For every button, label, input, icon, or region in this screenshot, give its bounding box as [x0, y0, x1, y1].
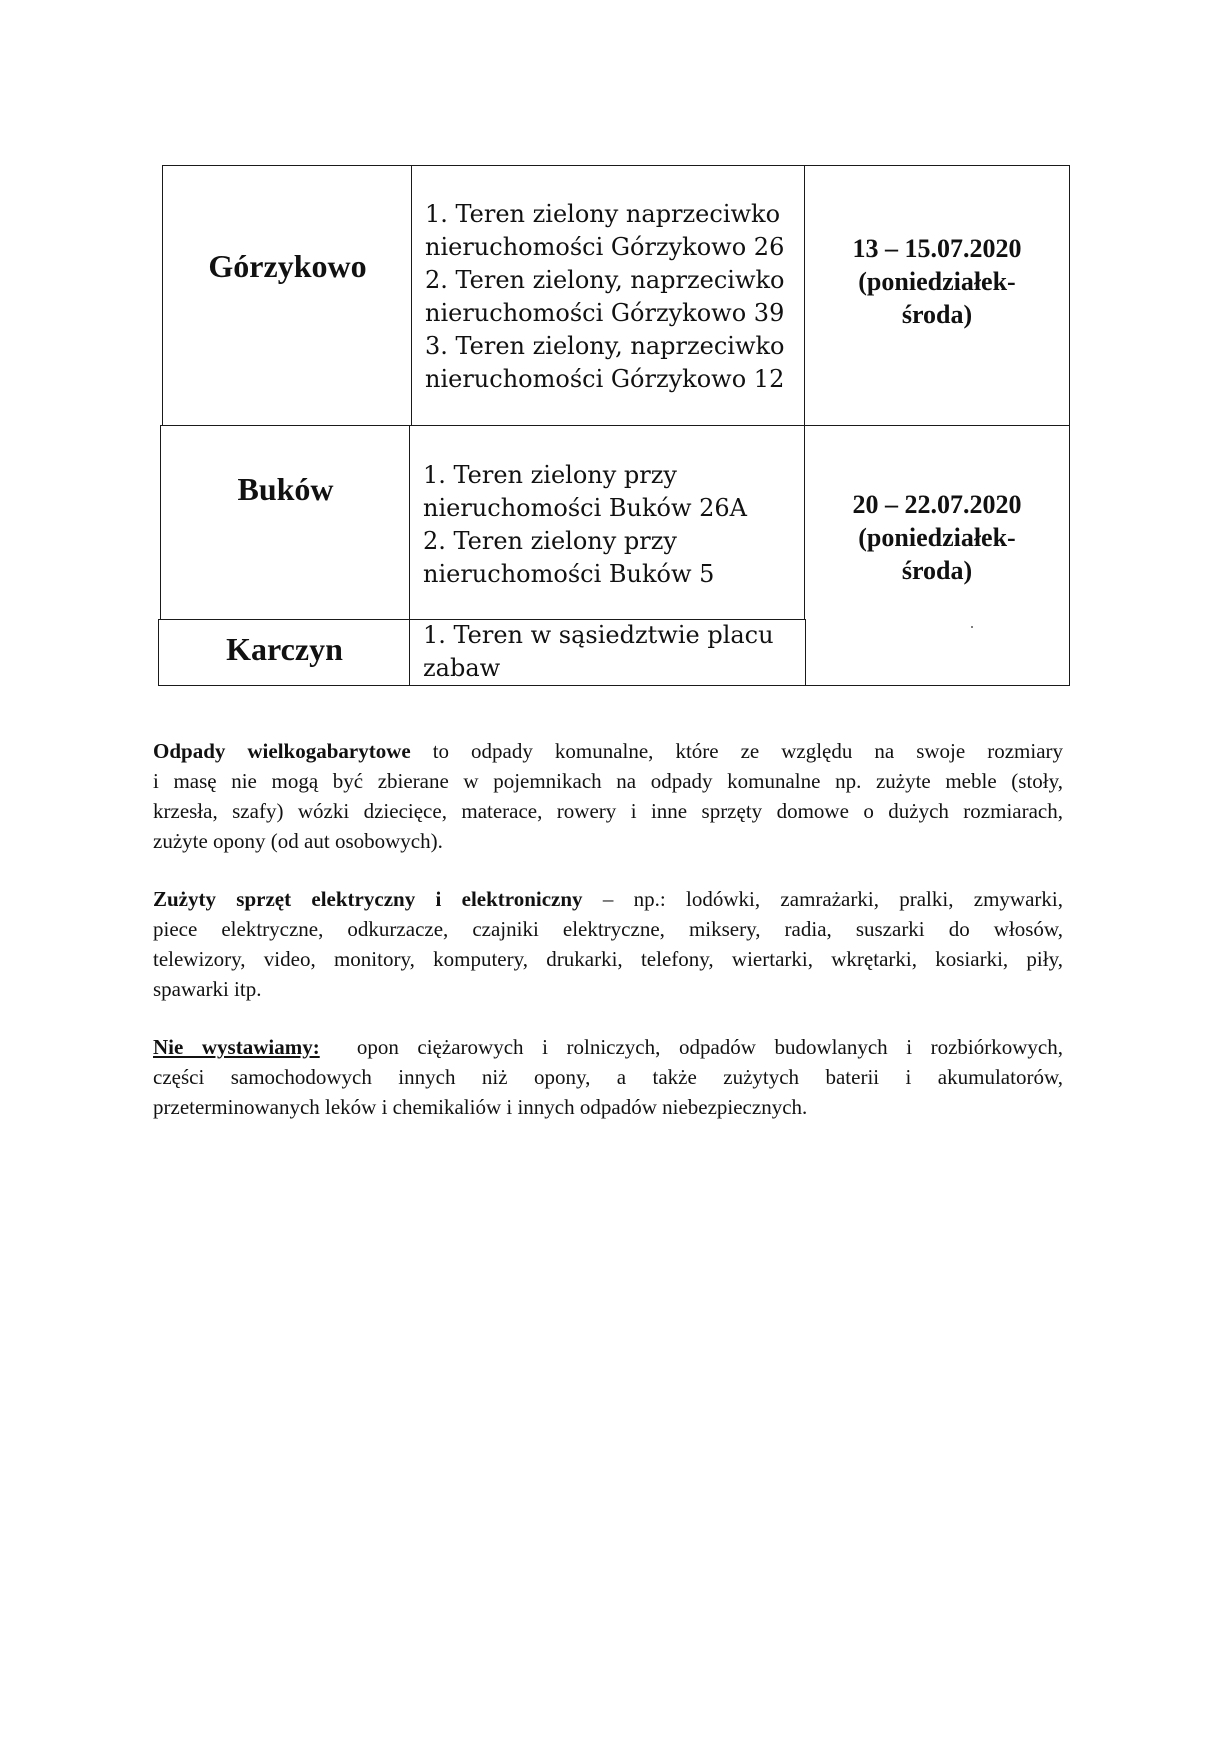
- address-line: nieruchomości Górzykowo 26: [425, 233, 785, 261]
- paragraph-not-accepted: [153, 1032, 1063, 1122]
- dates-cell: [804, 165, 1070, 427]
- term-not-accepted: Nie wystawiamy:: [153, 1035, 320, 1059]
- weekday-range: (poniedziałek-: [858, 267, 1016, 296]
- weekday-range: środa): [901, 556, 973, 585]
- scan-speck: [971, 626, 973, 628]
- paragraph-line: części samochodowych innych niż opony, a także zużytych baterii i akumulatorów,: [153, 1065, 1063, 1089]
- location-cell: [160, 425, 411, 621]
- location-name: Górzykowo: [208, 248, 367, 284]
- address-cell: [409, 425, 806, 621]
- location-name: Buków: [237, 471, 334, 507]
- address-line: 1. Teren zielony przy: [423, 461, 677, 489]
- location-cell: [162, 165, 413, 427]
- address-line: 2. Teren zielony, naprzeciwko: [425, 266, 785, 294]
- address-line: 3. Teren zielony, naprzeciwko: [425, 332, 785, 360]
- date-range: 13 – 15.07.2020: [852, 234, 1022, 263]
- location-cell: [158, 619, 411, 686]
- location-name: Karczyn: [226, 631, 343, 667]
- date-range: 20 – 22.07.2020: [852, 490, 1022, 519]
- paragraph-line: krzesła, szafy) wózki dziecięce, materace, rowery i inne sprzęty domowe o dużych rozmiarach,: [153, 799, 1063, 823]
- term-bulky-waste: Odpady wielkogabarytowe: [153, 739, 411, 763]
- address-line: 1. Teren zielony naprzeciwko: [425, 200, 781, 228]
- paragraph-electronics: [153, 884, 1063, 1004]
- paragraph-line: telewizory, video, monitory, komputery, drukarki, telefony, wiertarki, wkrętarki, kosiarki, piły,: [153, 947, 1063, 971]
- address-line: nieruchomości Buków 26A: [423, 494, 748, 522]
- address-line: zabaw: [423, 654, 501, 682]
- paragraph-line: spawarki itp.: [153, 977, 262, 1001]
- address-line: nieruchomości Górzykowo 39: [425, 299, 785, 327]
- weekday-range: (poniedziałek-: [858, 523, 1016, 552]
- paragraph-bulky-waste: [153, 736, 1063, 856]
- paragraph-line: – np.: lodówki, zamrażarki, pralki, zmywarki,: [582, 887, 1063, 911]
- collection-schedule-table: [158, 165, 1070, 685]
- paragraph-line: i masę nie mogą być zbierane w pojemnikach na odpady komunalne np. zużyte meble (stoły,: [153, 769, 1063, 793]
- weekday-range: środa): [901, 300, 973, 329]
- address-cell: [409, 619, 806, 686]
- address-cell: [411, 165, 806, 427]
- paragraph-line: to odpady komunalne, które ze względu na swoje rozmiary: [410, 739, 1064, 763]
- address-line: 1. Teren w sąsiedztwie placu: [423, 621, 774, 649]
- dates-cell: [804, 425, 1070, 686]
- address-line: nieruchomości Górzykowo 12: [425, 365, 785, 393]
- paragraph-line: piece elektryczne, odkurzacze, czajniki elektryczne, miksery, radia, suszarki do włosów,: [153, 917, 1063, 941]
- address-line: nieruchomości Buków 5: [423, 560, 715, 588]
- paragraph-line: opon ciężarowych i rolniczych, odpadów budowlanych i rozbiórkowych,: [319, 1035, 1063, 1059]
- paragraph-line: przeterminowanych leków i chemikaliów i innych odpadów niebezpiecznych.: [153, 1095, 808, 1119]
- term-electronics: Zużyty sprzęt elektryczny i elektroniczny: [153, 887, 583, 911]
- paragraph-line: zużyte opony (od aut osobowych).: [153, 829, 443, 853]
- address-line: 2. Teren zielony przy: [423, 527, 677, 555]
